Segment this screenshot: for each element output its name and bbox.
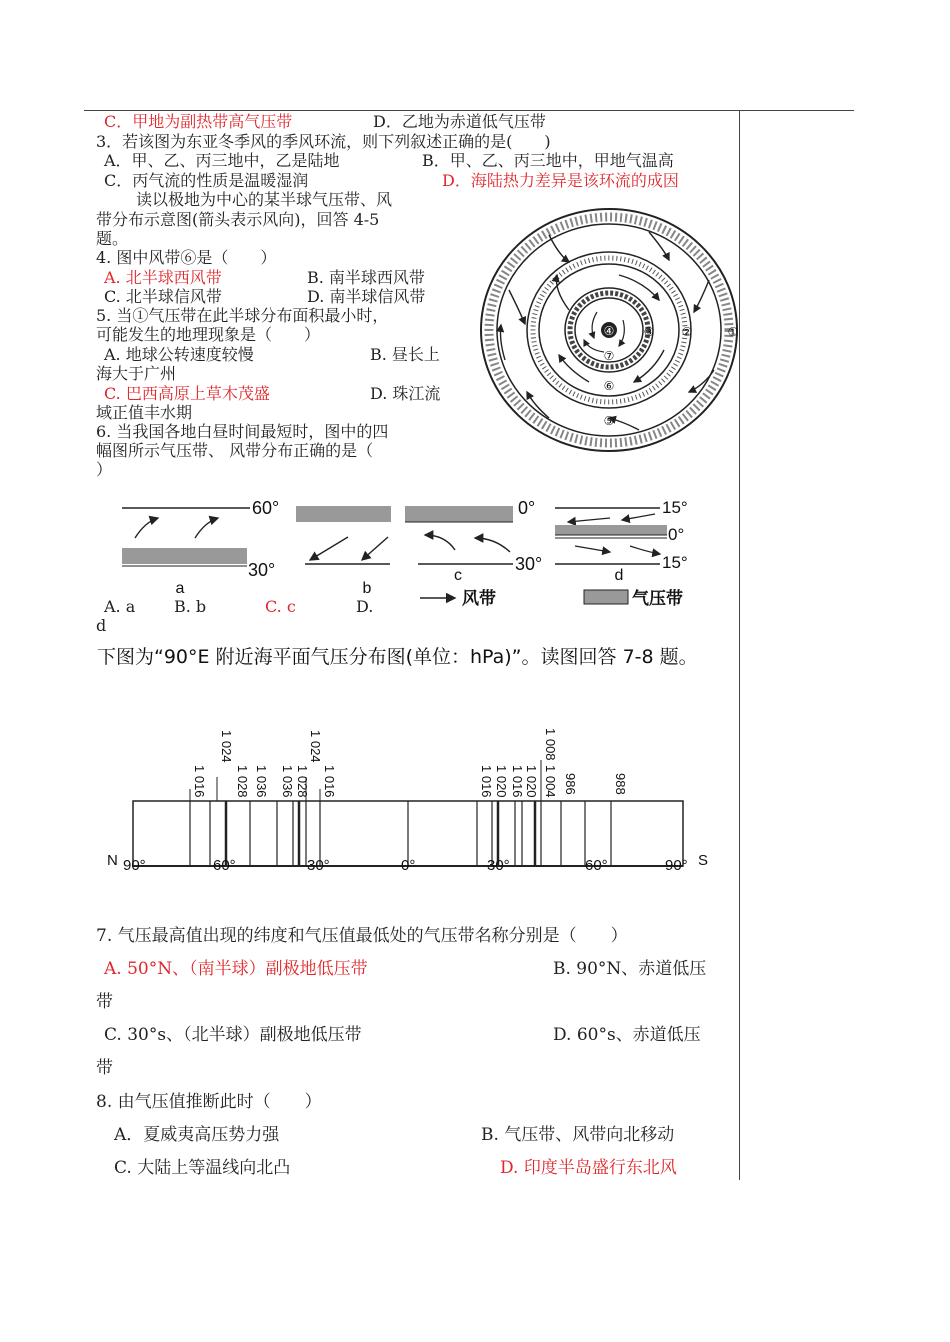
lat-tick: 60° bbox=[585, 857, 608, 874]
isobar-label: 1 028 bbox=[295, 765, 310, 798]
q5-option-a: A. 地球公转速度较慢 bbox=[104, 345, 254, 364]
q5-option-c: C. 巴西高原上草木茂盛 bbox=[104, 384, 270, 403]
polar-label-4: ④ bbox=[603, 324, 615, 338]
q2-option-c: C．甲地为副热带高气压带 bbox=[104, 112, 293, 131]
isobar-label: 1 024 bbox=[308, 730, 323, 763]
heading-78: 下图为“90°E 附近海平面气压分布图(单位：hPa)”。读图回答 7-8 题。 bbox=[97, 646, 698, 668]
panel-c bbox=[405, 498, 542, 584]
q6-option-c: C. c bbox=[265, 597, 296, 616]
q3-option-b: B．甲、乙、丙三地中，甲地气温高 bbox=[422, 151, 674, 170]
q8-option-c: C. 大陆上等温线向北凸 bbox=[114, 1158, 291, 1178]
pole-label-n: N bbox=[107, 852, 118, 869]
polar-wind-belt-diagram bbox=[476, 205, 742, 459]
legend-wind-label: 风带 bbox=[462, 589, 496, 608]
isobar-label: 986 bbox=[563, 773, 578, 795]
panel-d-top-label: 15° bbox=[662, 498, 688, 517]
isobar-label: 1 016 bbox=[192, 765, 207, 798]
panel-d-mid-label: 0° bbox=[668, 525, 685, 544]
q3-option-d: D．海陆热力差异是该环流的成因 bbox=[442, 171, 679, 190]
polar-label-2: ② bbox=[681, 325, 693, 339]
isobar-label: 1 004 bbox=[543, 765, 558, 798]
isobar-label: 1 008 bbox=[543, 728, 558, 761]
q4-option-d: D. 南半球信风带 bbox=[307, 287, 426, 306]
legend-pressure-label: 气压带 bbox=[632, 589, 683, 608]
panel-a-top-label: 60° bbox=[252, 498, 280, 518]
q3-option-c: C．丙气流的性质是温暖湿润 bbox=[104, 171, 309, 190]
q8-option-d: D. 印度半岛盛行东北风 bbox=[500, 1158, 677, 1178]
polar-label-5: ⑤ bbox=[603, 414, 615, 428]
isobar-label: 1 016 bbox=[479, 765, 494, 798]
panel-d-letter: d bbox=[614, 567, 624, 584]
q3-stem: 3．若该图为东亚冬季风的季风环流，则下列叙述正确的是( ) bbox=[96, 132, 551, 151]
q5-option-b-line1: B. 昼长上 bbox=[370, 345, 440, 364]
q5-option-d-line2: 域正值丰水期 bbox=[96, 403, 193, 422]
isobar-label: 1 016 bbox=[510, 765, 525, 798]
legend bbox=[420, 588, 683, 608]
q8-option-b: B. 气压带、风带向北移动 bbox=[481, 1125, 675, 1145]
pole-label-s: S bbox=[698, 852, 709, 869]
lat-tick: 90° bbox=[665, 857, 688, 874]
lat-tick: 30° bbox=[307, 857, 330, 874]
q4-stem: 4. 图中风带⑥是（ ） bbox=[96, 248, 277, 267]
q7-option-a: A. 50°N、（南半球）副极地低压带 bbox=[104, 959, 368, 979]
q5-option-d-line1: D. 珠江流 bbox=[370, 384, 441, 403]
q6-stem-line1: 6. 当我国各地白昼时间最短时，图中的四 bbox=[96, 422, 389, 441]
intro-45-line2: 带分布示意图(箭头表示风向)，回答 4-5 bbox=[96, 210, 380, 229]
q7-option-c: C. 30°s、（北半球）副极地低压带 bbox=[104, 1025, 362, 1045]
isobar-label: 1 020 bbox=[524, 765, 539, 798]
q4-option-b: B. 南半球西风带 bbox=[307, 268, 425, 287]
panel-d bbox=[555, 498, 688, 584]
q4-option-a: A. 北半球西风带 bbox=[104, 268, 222, 287]
q6-option-a: A. a bbox=[104, 597, 136, 616]
pressure-distribution-chart bbox=[95, 725, 725, 880]
panel-c-bottom-label: 30° bbox=[515, 554, 543, 574]
panel-c-letter: c bbox=[454, 567, 462, 584]
q5-stem-line2: 可能发生的地理现象是（ ） bbox=[96, 325, 321, 344]
isobar-label: 1 016 bbox=[322, 765, 337, 798]
intro-45-line1: 读以极地为中心的某半球气压带、风 bbox=[136, 190, 393, 209]
q6-option-d-line2: d bbox=[96, 616, 107, 635]
panel-a-bottom-label: 30° bbox=[248, 560, 276, 580]
polar-label-1: ① bbox=[727, 325, 739, 339]
q6-panels bbox=[100, 480, 740, 610]
isobar-label: 1 036 bbox=[254, 765, 269, 798]
q7-option-d-line1: D. 60°s、赤道低压 bbox=[553, 1025, 701, 1045]
polar-label-7: ⑦ bbox=[603, 349, 615, 363]
q3-option-a: A．甲、乙、丙三地中，乙是陆地 bbox=[104, 151, 340, 170]
q6-stem-line3: ） bbox=[96, 460, 113, 479]
lat-tick: 30° bbox=[487, 857, 510, 874]
panel-b-letter: b bbox=[362, 580, 372, 597]
q6-stem-line2: 幅图所示气压带、 风带分布正确的是（ bbox=[96, 441, 374, 460]
q7-option-b-line1: B. 90°N、赤道低压 bbox=[553, 959, 707, 979]
q7-option-d-line2: 带 bbox=[96, 1058, 113, 1078]
q5-stem-line1: 5. 当①气压带在此半球分布面积最小时， bbox=[96, 306, 389, 325]
isobar-label: 1 028 bbox=[235, 765, 250, 798]
q4-option-c: C. 北半球信风带 bbox=[104, 287, 222, 306]
lat-tick: 90° bbox=[123, 857, 146, 874]
polar-label-3: ③ bbox=[643, 325, 655, 339]
panel-d-bottom-label: 15° bbox=[662, 553, 688, 572]
lat-tick: 0° bbox=[401, 857, 416, 874]
panel-a-letter: a bbox=[175, 580, 185, 597]
panel-b bbox=[296, 506, 391, 597]
q2-option-d: D．乙地为赤道低气压带 bbox=[373, 112, 546, 131]
panel-a bbox=[122, 498, 279, 597]
isobar-label: 1 024 bbox=[219, 730, 234, 763]
intro-45-line3: 题。 bbox=[96, 229, 129, 248]
q7-option-b-line2: 带 bbox=[96, 992, 113, 1012]
lat-tick: 60° bbox=[213, 857, 236, 874]
q8-stem: 8. 由气压值推断此时（ ） bbox=[96, 1092, 322, 1112]
q6-option-b: B. b bbox=[174, 597, 207, 616]
isobar-label: 988 bbox=[613, 773, 628, 795]
q5-option-b-line2: 海大于广州 bbox=[96, 364, 177, 383]
polar-label-6: ⑥ bbox=[603, 379, 615, 393]
q8-option-a: A．夏威夷高压势力强 bbox=[114, 1125, 280, 1145]
isobar-label: 1 020 bbox=[494, 765, 509, 798]
q6-option-d-line1: D. bbox=[356, 597, 374, 616]
panel-c-top-label: 0° bbox=[518, 498, 536, 518]
q7-stem: 7. 气压最高值出现的纬度和气压值最低处的气压带名称分别是（ ） bbox=[96, 926, 628, 946]
isobar-label: 1 036 bbox=[280, 765, 295, 798]
